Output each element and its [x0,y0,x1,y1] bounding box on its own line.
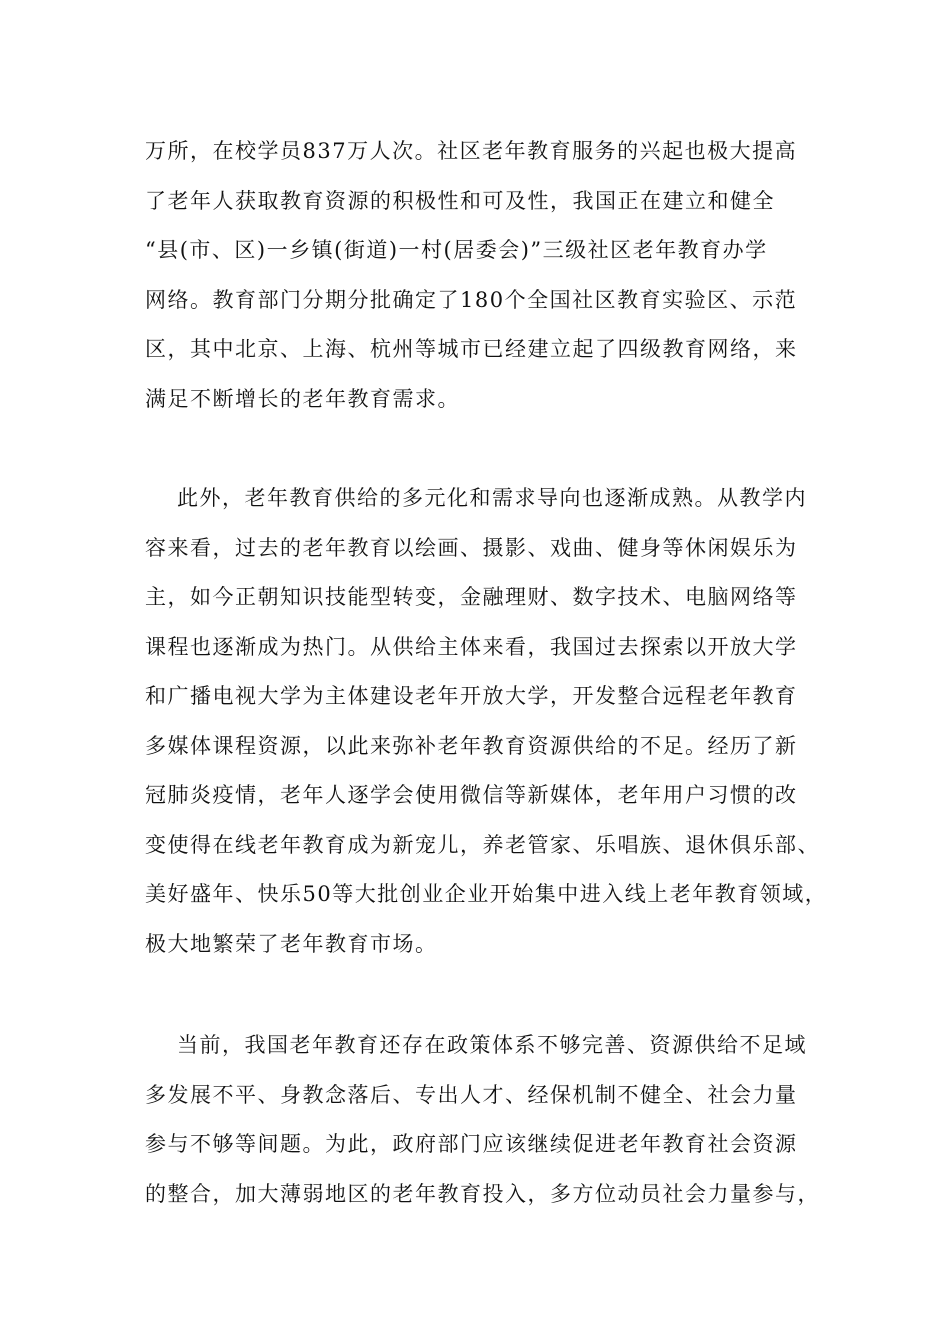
text-line: 冠肺炎疫情，老年人逐学会使用微信等新媒体，老年用户习惯的改 [145,783,798,807]
text-line: 主，如今正朝知识技能型转变，金融理财、数字技术、电脑网络等 [145,585,798,609]
text-line: “县(市、区)一乡镇(街道)一村(居委会)”三级社区老年教育办学 [145,238,768,262]
text-line: 网络。教育部门分期分批确定了180个全国社区教育实验区、示范 [145,287,798,312]
text-line: 区，其中北京、上海、杭州等城市已经建立起了四级教育网络，来 [145,337,798,361]
text-line: 极大地繁荣了老年教育市场。 [145,931,438,956]
text-line: 课程也逐渐成为热门。从供给主体来看，我国过去探索以开放大学 [145,634,798,659]
paragraph-3 [145,1021,825,1219]
text-line: 变使得在线老年教育成为新宠儿，养老管家、乐唱族、退休俱乐部、 [145,832,820,857]
paragraph-1 [145,127,825,424]
text-line: 万所，在校学员837万人次。社区老年教育服务的兴起也极大提高 [145,139,798,163]
text-line: 了老年人获取教育资源的积极性和可及性，我国正在建立和健全 [145,188,775,213]
text-line: 此外，老年教育供给的多元化和需求导向也逐渐成熟。从教学内 [177,486,807,510]
text-line: 多发展不平、身教念落后、专出人才、经保机制不健全、社会力量 [145,1082,798,1107]
paragraph-2 [145,474,828,969]
text-line: 当前，我国老年教育还存在政策体系不够完善、资源供给不足域 [177,1033,807,1057]
text-line: 满足不断增长的老年教育需求。 [145,386,460,411]
text-line: 的整合，加大薄弱地区的老年教育投入，多方位动员社会力量参与， [145,1181,820,1206]
text-line: 和广播电视大学为主体建设老年开放大学，开发整合远程老年教育 [145,684,798,708]
text-line: 容来看，过去的老年教育以绘画、摄影、戏曲、健身等休闲娱乐为 [145,535,798,560]
text-line: 多媒体课程资源，以此来弥补老年教育资源供给的不足。经历了新 [145,733,798,758]
text-line: 参与不够等间题。为此，政府部门应该继续促进老年教育社会资源 [145,1132,798,1156]
text-line: 美好盛年、快乐50等大批创业企业开始集中进入线上老年教育领域， [145,882,828,906]
